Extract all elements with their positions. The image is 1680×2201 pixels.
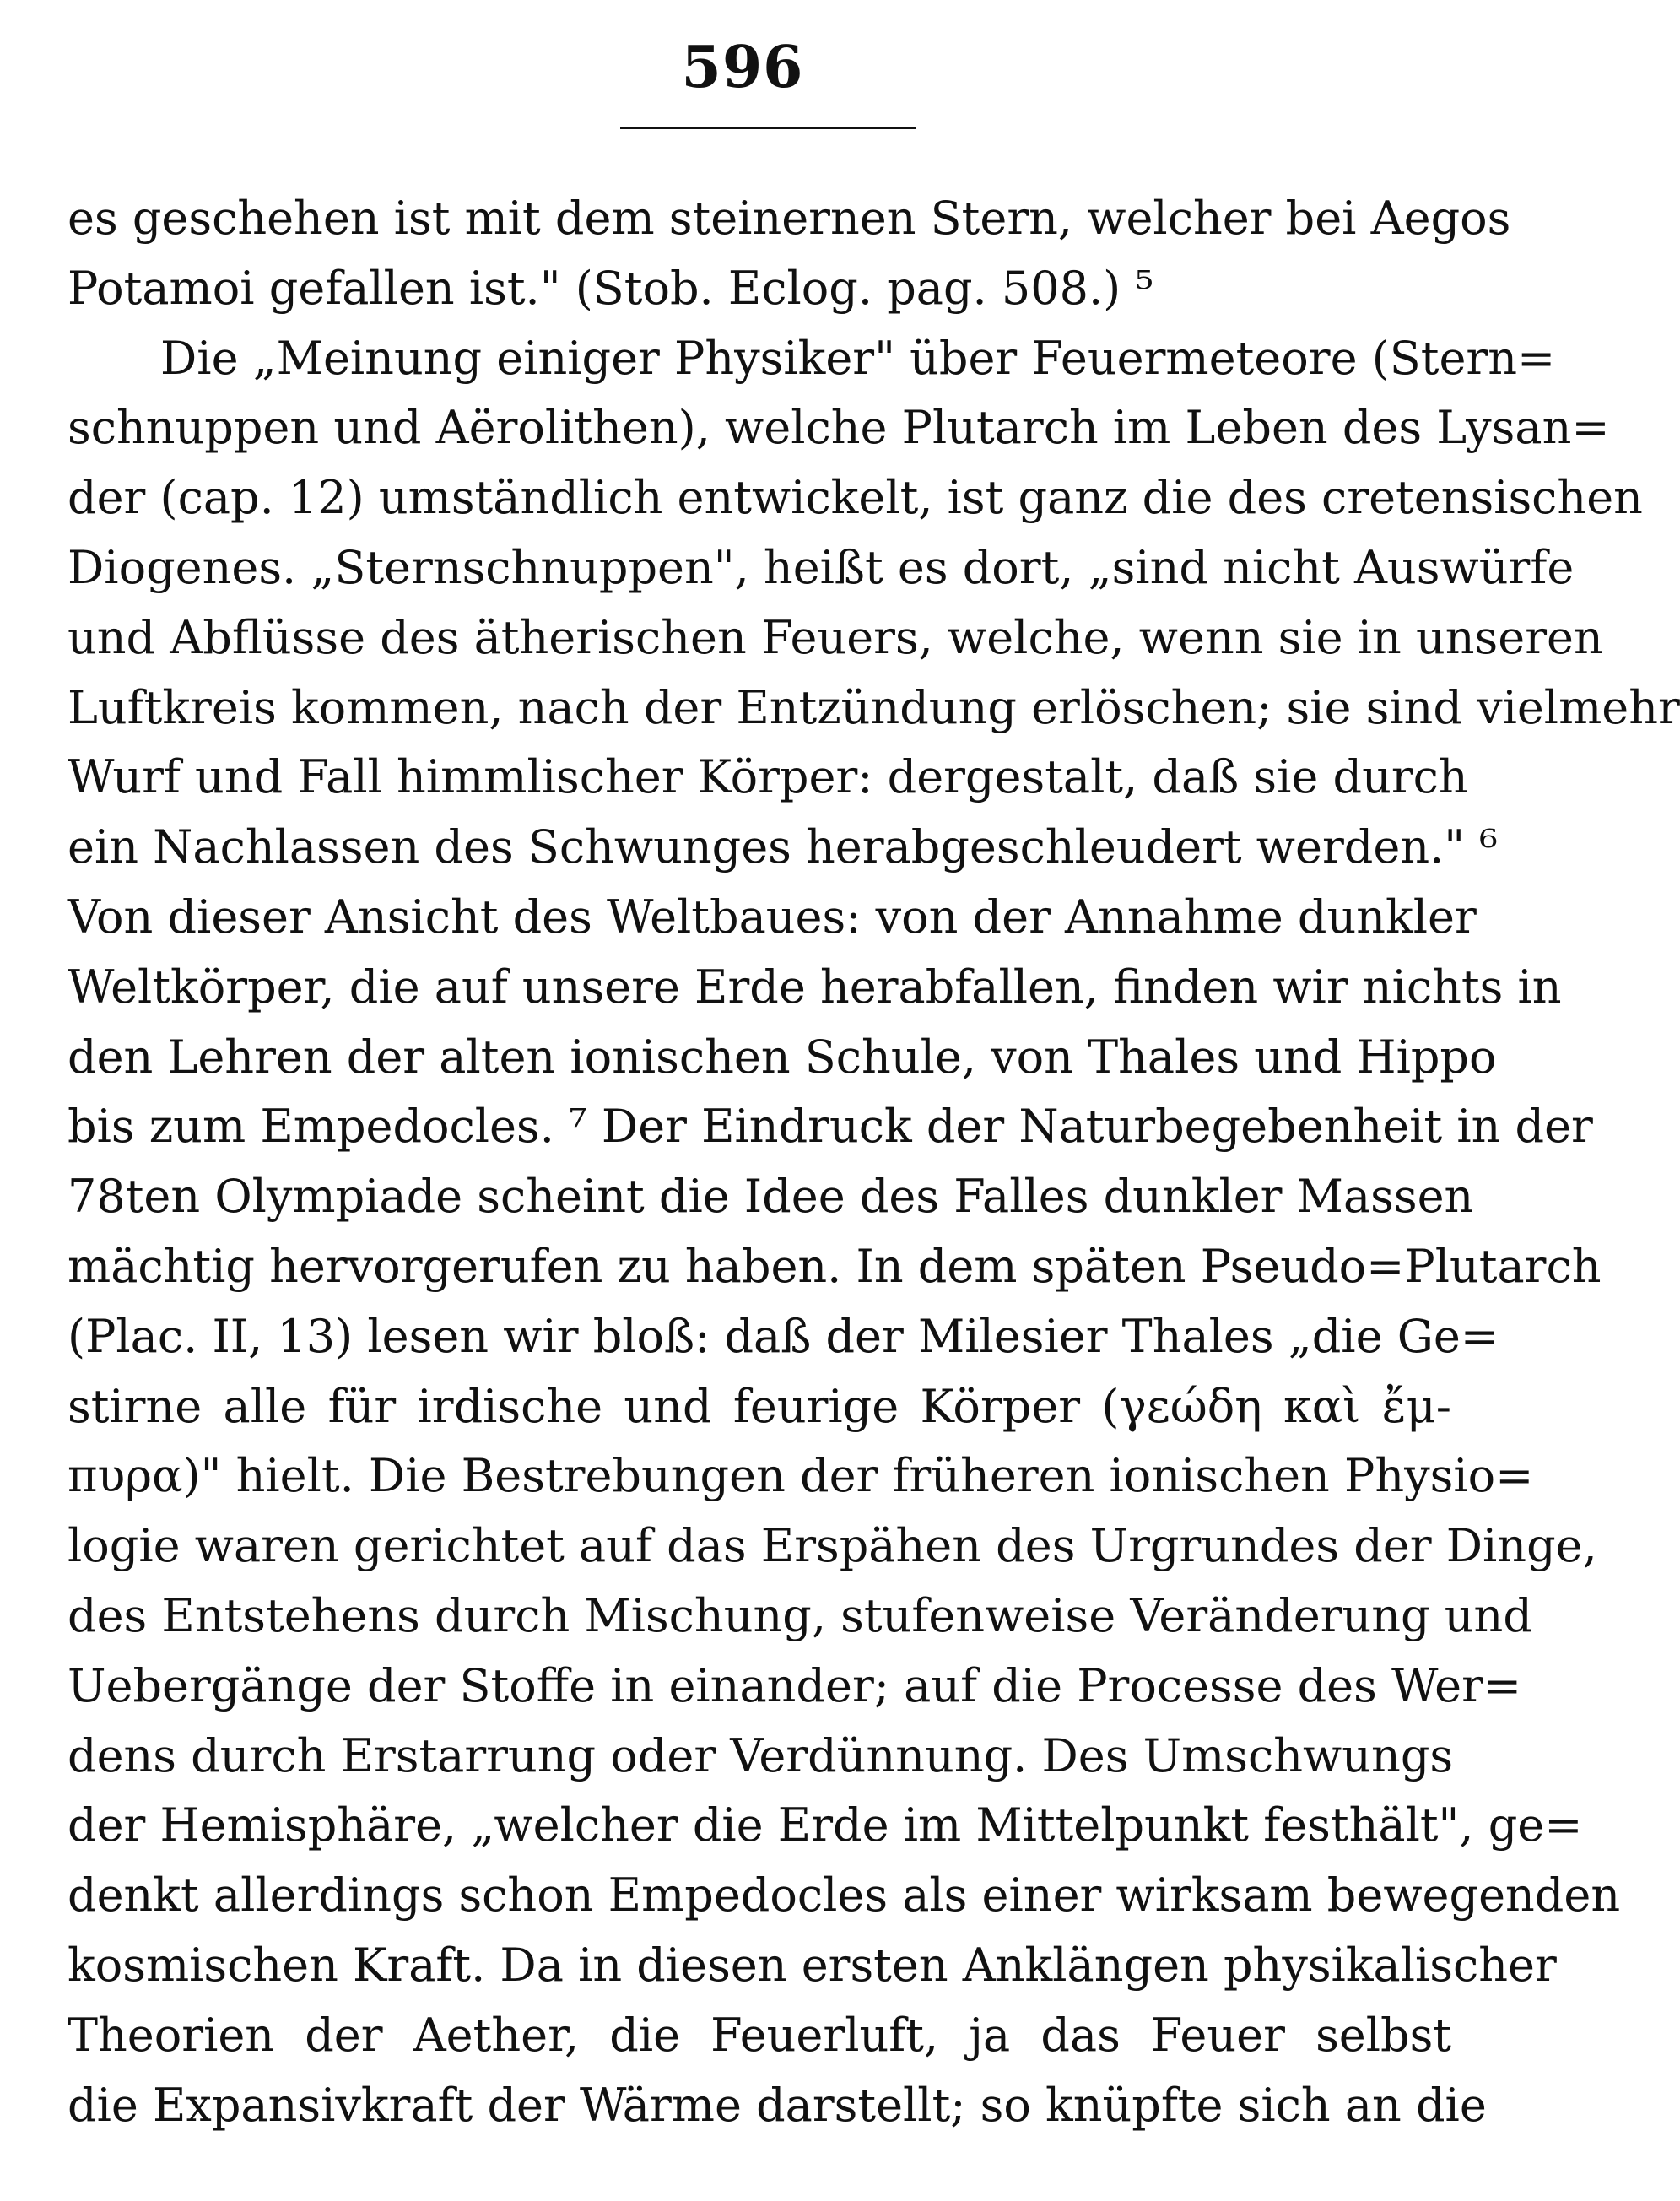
text-line: die Expansivkraft der Wärme darstellt; so knüpfte sich an die [68, 2078, 1487, 2132]
text-line: Weltkörper, die auf unsere Erde herabfallen, finden wir nichts in [68, 960, 1562, 1014]
text-line: dens durch Erstarrung oder Verdünnung. Des Umschwungs [68, 1728, 1454, 1782]
text-line: Uebergänge der Stoffe in einander; auf die Processe des Wer= [68, 1658, 1522, 1712]
text-line: den Lehren der alten ionischen Schule, von Thales und Hippo [68, 1030, 1497, 1084]
paragraph-start-line: Die „Meinung einiger Physiker" über Feuermeteore (Stern= [160, 331, 1556, 385]
text-line: der Hemisphäre, „welcher die Erde im Mittelpunkt festhält", ge= [68, 1798, 1583, 1852]
text-line: und Abflüsse des ätherischen Feuers, welche, wenn sie in unseren [68, 610, 1603, 664]
text-line: Luftkreis kommen, nach der Entzündung erlöschen; sie sind vielmehr [68, 680, 1680, 734]
body-text [68, 184, 1680, 2140]
text-line: denkt allerdings schon Empedocles als einer wirksam bewegenden [68, 1868, 1621, 1922]
text-line: kosmischen Kraft. Da in diesen ersten Anklängen physikalischer [68, 1938, 1557, 1992]
text-line: 78ten Olympiade scheint die Idee des Falles dunkler Massen [68, 1170, 1474, 1224]
text-line: Diogenes. „Sternschnuppen", heißt es dort, „sind nicht Auswürfe [68, 540, 1575, 594]
text-line: schnuppen und Aërolithen), welche Plutarch im Leben des Lysan= [68, 401, 1610, 455]
text-line: πυρα)" hielt. Die Bestrebungen der früheren ionischen Physio= [68, 1449, 1534, 1503]
text-line: bis zum Empedocles. ⁷ Der Eindruck der Naturbegebenheit in der [68, 1100, 1593, 1154]
text-line: ein Nachlassen des Schwunges herabgeschleudert werden." ⁶ [68, 820, 1498, 874]
text-line: Potamoi gefallen ist." (Stob. Eclog. pag. 508.) ⁵ [68, 261, 1153, 315]
text-line: der (cap. 12) umständlich entwickelt, ist ganz die des cretensischen [68, 471, 1643, 525]
text-line: es geschehen ist mit dem steinernen Stern, welcher bei Aegos [68, 192, 1511, 245]
page-number: 596 [681, 34, 804, 101]
text-line: mächtig hervorgerufen zu haben. In dem späten Pseudo=Plutarch [68, 1239, 1602, 1293]
text-line: Von dieser Ansicht des Weltbaues: von der Annahme dunkler [68, 890, 1477, 944]
text-line: Theorien der Aether, die Feuerluft, ja das Feuer selbst [68, 2008, 1451, 2062]
text-line: Wurf und Fall himmlischer Körper: dergestalt, daß sie durch [68, 750, 1468, 804]
text-line: stirne alle für irdische und feurige Körper (γεώδη καὶ ἔμ- [68, 1379, 1451, 1433]
header-rule [620, 127, 916, 129]
text-line: (Plac. II, 13) lesen wir bloß: daß der Milesier Thales „die Ge= [68, 1309, 1499, 1363]
text-line: logie waren gerichtet auf das Erspähen des Urgrundes der Dinge, [68, 1519, 1597, 1573]
text-line: des Entstehens durch Mischung, stufenweise Veränderung und [68, 1588, 1532, 1642]
